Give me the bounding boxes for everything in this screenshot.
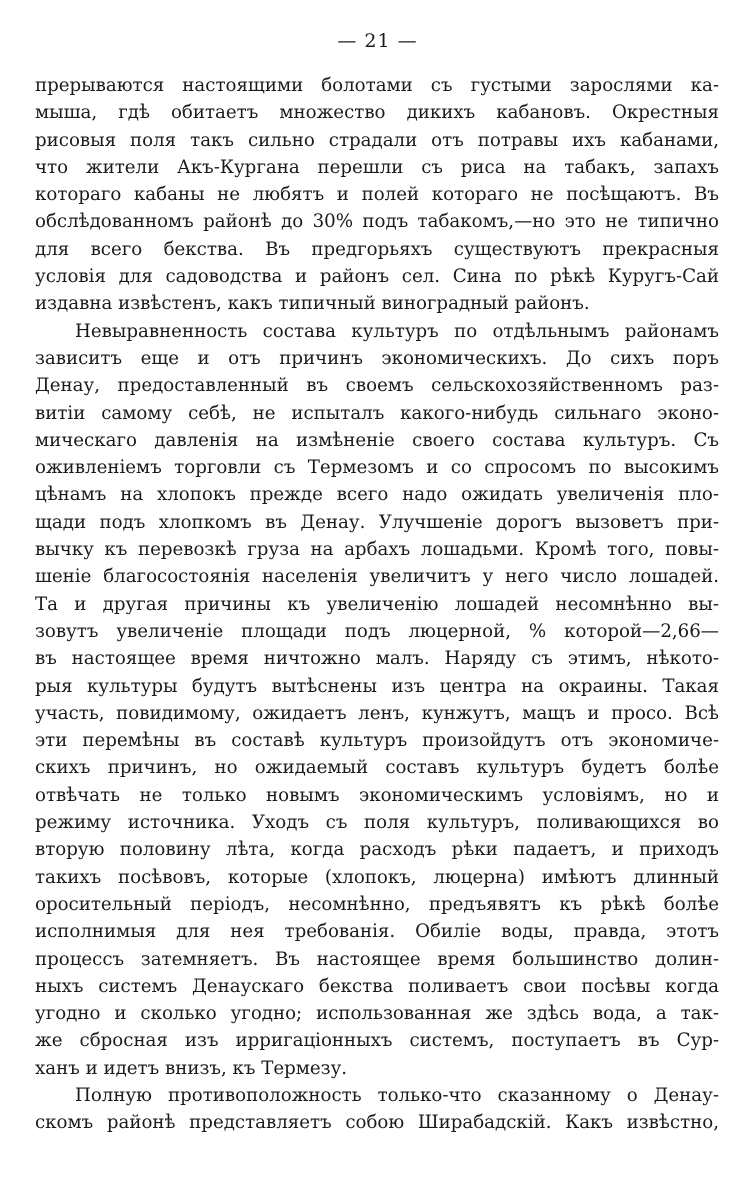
- text-line: же сбросная изъ ирригаціонныхъ системъ, поступаетъ въ Сур-: [35, 1030, 719, 1052]
- text-line: обслѣдованномъ районѣ до 30% подъ табакомъ,—но это не типично: [35, 211, 719, 233]
- text-line: эти перемѣны въ составѣ культуръ произойдутъ отъ экономиче-: [35, 730, 719, 752]
- text-line: мическаго давленія на измѣненіе своего состава культуръ. Съ: [35, 429, 719, 451]
- text-line: зависитъ еще и отъ причинъ экономическихъ. До сихъ поръ: [35, 347, 719, 369]
- text-line: ханъ и идетъ внизъ, къ Термезу.: [35, 1057, 348, 1079]
- text-line: оросительный періодъ, несомнѣнно, предъявятъ къ рѣкѣ болѣе: [35, 893, 719, 915]
- text-line: мыша, гдѣ обитаетъ множество дикихъ кабановъ. Окрестныя: [35, 102, 719, 124]
- text-line: щади подъ хлопкомъ въ Денау. Улучшеніе дорогъ вызоветъ при-: [35, 511, 719, 533]
- text-line: рыя культуры будутъ вытѣснены изъ центра на окраины. Такая: [35, 675, 719, 697]
- text-line: рисовыя поля такъ сильно страдали отъ потравы ихъ кабанами,: [35, 129, 719, 151]
- text-line: участь, повидимому, ожидаетъ ленъ, кунжутъ, мащъ и просо. Всѣ: [35, 702, 719, 724]
- text-line: отвѣчать не только новымъ экономическимъ условіямъ, но и: [35, 784, 719, 806]
- text-line: Та и другая причины къ увеличенію лошадей несомнѣнно вы-: [35, 593, 719, 615]
- text-line: прерываются настоящими болотами съ густыми зарослями ка-: [35, 75, 719, 96]
- text-line: издавна извѣстенъ, какъ типичный виноградный районъ.: [35, 293, 590, 315]
- text-line: котораго кабаны не любятъ и полей котораго не посѣщаютъ. Въ: [35, 184, 719, 206]
- text-line: для всего бекства. Въ предгорьяхъ существуютъ прекрасныя: [35, 238, 719, 260]
- text-line: скомъ районѣ представляетъ собою Ширабадскій. Какъ извѣстно,: [35, 1112, 719, 1134]
- text-line: условія для садоводства и районъ сел. Сина по рѣкѣ Куругъ-Сай: [35, 266, 719, 288]
- text-line: шеніе благосостоянія населенія увеличитъ у него число лошадей.: [35, 566, 719, 588]
- text-line: скихъ причинъ, но ожидаемый составъ культуръ будетъ болѣе: [35, 757, 719, 779]
- text-line: ныхъ системъ Денаускаго бекства поливаетъ свои посѣвы когда: [35, 975, 719, 997]
- text-line: въ настоящее время ничтожно малъ. Наряду съ этимъ, нѣкото-: [35, 648, 719, 670]
- text-line: Полную противоположность только-что сказанному о Денау-: [75, 1084, 719, 1106]
- text-line: такихъ посѣвовъ, которые (хлопокъ, люцерна) имѣютъ длинный: [35, 866, 719, 888]
- page-number: — 21 —: [337, 30, 418, 52]
- text-line: исполнимыя для нея требованія. Обиліе воды, правда, этотъ: [35, 921, 719, 943]
- text-line: вторую половину лѣта, когда расходъ рѣки падаетъ, и приходъ: [35, 839, 719, 861]
- text-line: вычку къ перевозкѣ груза на арбахъ лошадьми. Кромѣ того, повы-: [35, 539, 719, 561]
- text-line: оживленіемъ торговли съ Термезомъ и со спросомъ по высокимъ: [35, 457, 719, 479]
- body-text: [35, 72, 719, 1137]
- text-line: Невыравненность состава культуръ по отдѣльнымъ районамъ: [75, 320, 719, 342]
- text-line: угодно и сколько угодно; использованная же здѣсь вода, а так-: [35, 1003, 719, 1025]
- text-line: Денау, предоставленный въ своемъ сельскохозяйственномъ раз-: [35, 375, 719, 397]
- text-line: витіи самому себѣ, не испыталъ какого-нибудь сильнаго эконо-: [35, 402, 719, 424]
- text-line: зовутъ увеличеніе площади подъ люцерной, % которой—2,66—: [35, 620, 719, 642]
- text-line: что жители Акъ-Кургана перешли съ риса на табакъ, запахъ: [35, 156, 719, 178]
- text-line: цѣнамъ на хлопокъ прежде всего надо ожидать увеличенія пло-: [35, 484, 719, 506]
- text-line: режиму источника. Уходъ съ поля культуръ, поливающихся во: [35, 812, 719, 834]
- text-line: процессъ затемняетъ. Въ настоящее время большинство долин-: [35, 948, 719, 970]
